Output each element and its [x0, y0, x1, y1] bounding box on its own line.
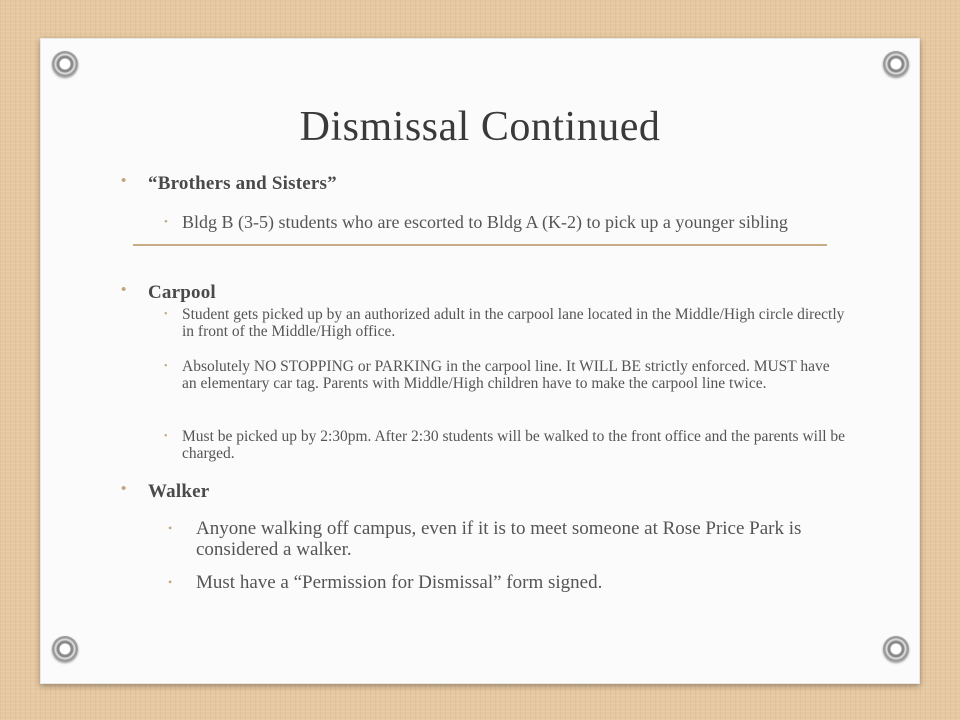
bullet-icon: •: [168, 575, 173, 589]
bullet-icon: •: [168, 521, 173, 535]
section-heading-text: Carpool: [148, 282, 216, 303]
grommet-top-left: [52, 51, 78, 77]
list-item: [168, 572, 856, 593]
divider-line: [133, 244, 827, 246]
bullet-icon: •: [164, 431, 168, 442]
section-heading-carpool: [121, 282, 216, 304]
bullet-icon: •: [121, 481, 127, 497]
list-item-text: Student gets picked up by an authorized adult in the carpool lane located in the Middle/High circle directly in front of the Middle/High office.: [182, 306, 845, 340]
grommet-top-right: [883, 51, 909, 77]
bullet-icon: •: [164, 309, 168, 320]
list-item: [164, 306, 847, 340]
section-heading-brothers-sisters: [121, 173, 337, 195]
section-heading-walker: [121, 481, 210, 503]
list-item: [168, 518, 856, 560]
bullet-icon: •: [121, 282, 127, 298]
list-item-text: Anyone walking off campus, even if it is to meet someone at Rose Price Park is considered a walker.: [196, 518, 802, 560]
list-item: [164, 428, 847, 462]
bullet-icon: •: [164, 361, 168, 372]
bullet-icon: •: [121, 173, 127, 189]
list-item: [164, 358, 847, 392]
list-item: [164, 212, 832, 233]
list-item-text: Must be picked up by 2:30pm. After 2:30 students will be walked to the front office and the parents will be charged.: [182, 428, 846, 462]
list-item-text: Absolutely NO STOPPING or PARKING in the carpool line. It WILL BE strictly enforced. MUST have an elementary car tag. Parents with Middle/High children have to make the carpool line twice.: [182, 358, 830, 392]
section-heading-text: “Brothers and Sisters”: [148, 173, 337, 194]
list-item-text: Bldg B (3-5) students who are escorted to Bldg A (K-2) to pick up a younger sibling: [182, 212, 788, 232]
section-heading-text: Walker: [148, 481, 210, 502]
slide-title: Dismissal Continued: [299, 104, 661, 150]
bullet-icon: •: [164, 216, 168, 228]
grommet-bottom-right: [883, 636, 909, 662]
list-item-text: Must have a “Permission for Dismissal” form signed.: [196, 572, 603, 593]
grommet-bottom-left: [52, 636, 78, 662]
